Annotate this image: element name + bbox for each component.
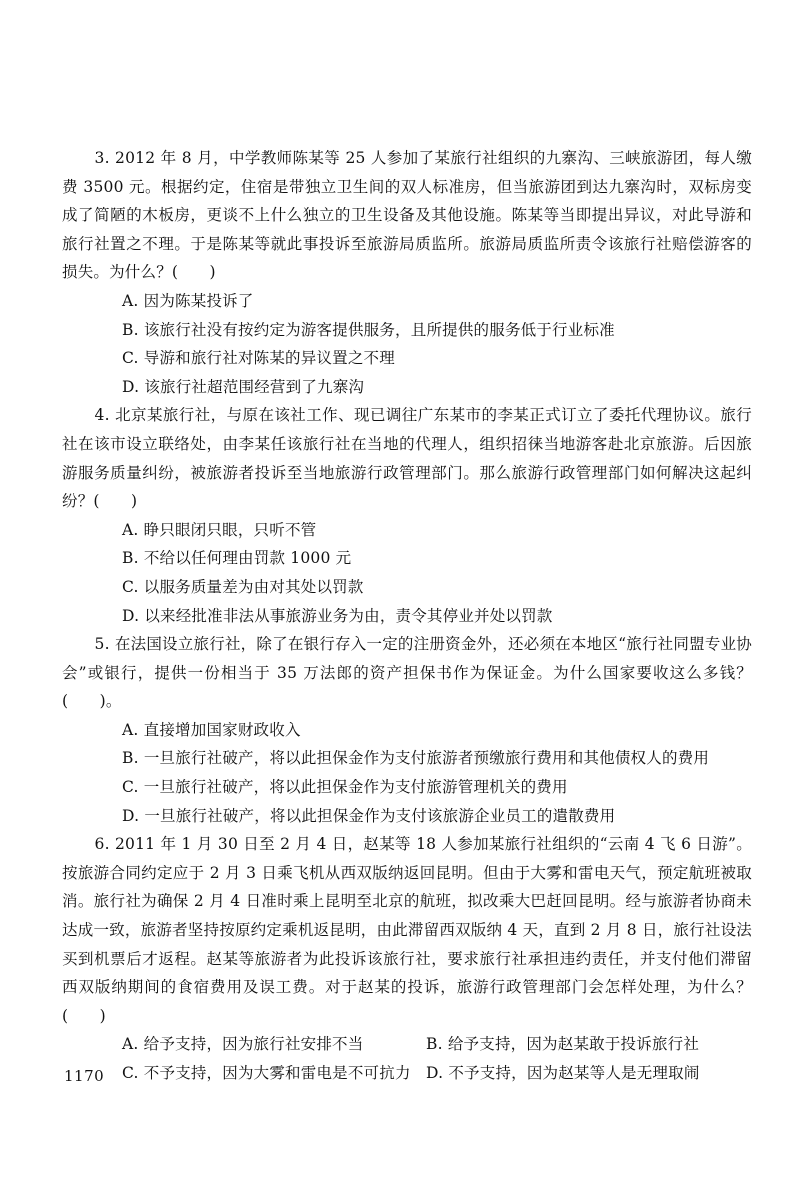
question-3-option-b: B. 该旅行社没有按约定为游客提供服务，且所提供的服务低于行业标准 <box>122 320 615 339</box>
question-4-option-c: C. 以服务质量差为由对其处以罚款 <box>122 577 364 596</box>
question-4-option-b: B. 不给以任何理由罚款 1000 元 <box>122 549 352 568</box>
question-6-option-b: B. 给予支持，因为赵某敢于投诉旅行社 <box>426 1035 700 1054</box>
question-5-option-a: A. 直接增加国家财政收入 <box>122 720 301 739</box>
question-6-options-row-2 <box>62 1059 752 1088</box>
question-3-option-a: A. 因为陈某投诉了 <box>122 291 254 310</box>
question-4-option-d: D. 以来经批准非法从事旅游业务为由，责令其停业并处以罚款 <box>122 606 553 625</box>
question-6-option-a: A. 给予支持，因为旅行社安排不当 <box>122 1035 364 1054</box>
question-5-option-b: B. 一旦旅行社破产，将以此担保金作为支付旅游者预缴旅行费用和其他债权人的费用 <box>122 749 710 768</box>
question-list <box>62 144 752 1088</box>
question-6-options-row-1 <box>62 1030 752 1059</box>
question-6-option-c: C. 不予支持，因为大雾和雷电是不可抗力 <box>122 1064 411 1082</box>
question-6-stem: 6. 2011 年 1 月 30 日至 2 月 4 日，赵某等 18 人参加某旅行社组织的“云南 4 飞 6 日游”。按旅游合同约定应于 2 月 3 日乘飞机从西双版纳返回昆明。但由于大雾和雷电天气，预定航班被取消。旅行社为确保 2 月 4 日准时乘上昆明至北京的航班，拟改乘大巴赶回昆明。经与旅游者协商未达成一致，旅游者坚持按原约定乘机返昆明，由此滞留西双版纳 4 天，直到 2 月 8 日，旅行社设法买到机票后才返程。赵某等旅游者为此投诉该旅行社，要求旅行社承担违约责任，并支付他们滞留西双版纳期间的食宿费用及误工费。对于赵某的投诉，旅游行政管理部门会怎样处理，为什么？( ) <box>62 835 752 1025</box>
question-3-option-c: C. 导游和旅行社对陈某的异议置之不理 <box>122 349 395 368</box>
page-number: 1170 <box>64 1067 105 1085</box>
question-3-option-d: D. 该旅行社超范围经营到了九寨沟 <box>122 377 365 396</box>
question-5-option-c: C. 一旦旅行社破产，将以此担保金作为支付旅游管理机关的费用 <box>122 778 568 797</box>
question-5-option-d: D. 一旦旅行社破产，将以此担保金作为支付该旅游企业员工的遣散费用 <box>122 806 616 825</box>
question-4-stem: 4. 北京某旅行社，与原在该社工作、现已调往广东某市的李某正式订立了委托代理协议。旅行社在该市设立联络处，由李某任该旅行社在当地的代理人，组织招徕当地游客赴北京旅游。后因旅游服务质量纠纷，被旅游者投诉至当地旅游行政管理部门。那么旅游行政管理部门如何解决这起纠纷？( ) <box>62 406 752 511</box>
question-3-stem: 3. 2012 年 8 月，中学教师陈某等 25 人参加了某旅行社组织的九寨沟、三峡旅游团，每人缴费 3500 元。根据约定，住宿是带独立卫生间的双人标准房，但当旅游团到达九寨沟时，双标房变成了简陋的木板房，更谈不上什么独立的卫生设备及其他设施。陈某等当即提出异议，对此导游和旅行社置之不理。于是陈某等就此事投诉至旅游局质监所。旅游局质监所责令该旅行社赔偿游客的损失。为什么？( ) <box>62 149 752 282</box>
question-6-option-d: D. 不予支持，因为赵某等人是无理取闹 <box>426 1064 700 1082</box>
question-4-option-a: A. 睁只眼闭只眼，只听不管 <box>122 520 317 539</box>
question-5-stem: 5. 在法国设立旅行社，除了在银行存入一定的注册资金外，还必须在本地区“旅行社同盟专业协会”或银行，提供一份相当于 35 万法郎的资产担保书作为保证金。为什么国家要收这么多钱？( )。 <box>62 635 752 711</box>
